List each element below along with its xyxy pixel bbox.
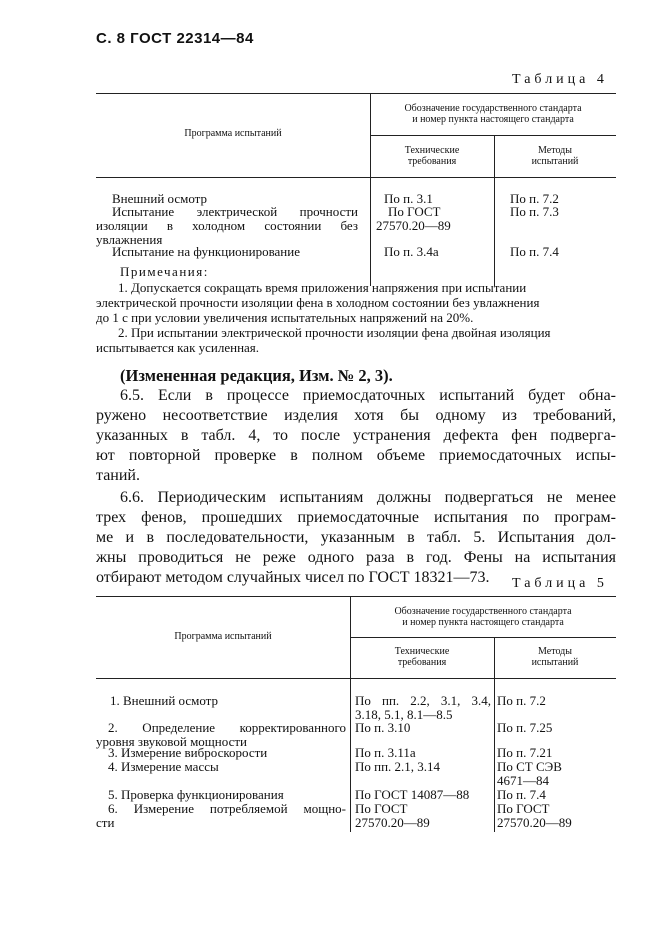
row-name: 1. Внешний осмотр	[110, 693, 219, 708]
row-name: Внешний осмотр	[112, 191, 208, 206]
table4-group-rule	[370, 135, 616, 136]
table4-col-group: Обозначение государственного стандарта и номер пункта настоящего стандарта	[404, 103, 582, 125]
row-method: По п. 7.21	[497, 745, 553, 760]
row-method: По ГОСТ 27570.20—89	[497, 801, 572, 830]
table5-top-rule	[96, 596, 616, 597]
row-method: По п. 7.4	[497, 787, 546, 802]
row-tech: По п. 3.4а	[384, 244, 439, 259]
paragraph-6-5: 6.5. Если в процессе приемосдаточных испытаний будет обна- ружено несоответствие изделия хотя бы одному из требований, указанных в табл. 4, то после устранения дефекта фен подверга- ют повторной проверке в полном объеме приемосдаточных испы- таний.	[96, 387, 616, 484]
row-tech: По п. 3.10	[355, 720, 411, 735]
row-method: По п. 7.2	[510, 191, 559, 206]
table5-col-tech: Технические требования	[394, 646, 450, 668]
table-row	[108, 760, 219, 774]
table-row	[96, 802, 346, 830]
table-row	[96, 205, 358, 247]
table5-group-rule	[350, 637, 616, 638]
table-row	[112, 245, 300, 259]
notes-body: 1. Допускается сокращать время приложения напряжения при испытании электрической прочности изоляции фена в холодном состоянии без увлажнения до 1 с при условии увеличения испытательных напряжений на 20%. 2. При испытании электрической прочности изоляции фена двойная изоляция испытывается как усиленная.	[96, 280, 551, 355]
row-name: Испытание электрической прочности	[112, 204, 358, 219]
revision-note: (Измененная редакция, Изм. № 2, 3).	[120, 366, 393, 385]
table4-col-program: Программа испытаний	[184, 128, 282, 139]
row-name: 2. Определение корректированного	[108, 720, 346, 735]
page-header: С. 8 ГОСТ 22314—84	[96, 30, 254, 47]
table4-col-tech: Технические требования	[404, 145, 460, 167]
row-method: По п. 7.3	[510, 204, 559, 219]
row-name: сти	[96, 815, 115, 830]
row-tech: По ГОСТ 27570.20—89	[355, 801, 430, 830]
row-name: Испытание на функционирование	[112, 244, 300, 259]
table4-caption: Таблица 4	[512, 72, 608, 87]
row-name: увлажнения	[96, 232, 163, 247]
row-name: 6. Измерение потребляемой мощно-	[108, 801, 346, 816]
row-method: По п. 7.4	[510, 244, 559, 259]
table5-col-group: Обозначение государственного стандарта и номер пункта настоящего стандарта	[394, 606, 572, 628]
row-tech: По п. 3.11а	[355, 745, 416, 760]
row-tech: По ГОСТ 27570.20—89	[376, 204, 451, 233]
table4-col-methods: Методы испытаний	[531, 145, 579, 167]
row-tech: По ГОСТ 14087—88	[355, 787, 470, 802]
table-row	[108, 788, 284, 802]
row-name: 3. Измерение виброскорости	[108, 745, 268, 760]
table-row	[110, 694, 218, 708]
table-row	[108, 746, 267, 760]
table5-col-program: Программа испытаний	[174, 631, 272, 642]
notes-title: Примечания:	[120, 264, 209, 279]
row-name: изоляции в холодном состоянии без	[96, 218, 358, 233]
table4-head-rule	[96, 177, 616, 178]
row-method: По п. 7.2	[497, 693, 546, 708]
table5-head-rule	[96, 678, 616, 679]
table5-vline-1	[350, 596, 351, 832]
row-method: По п. 7.25	[497, 720, 553, 735]
row-tech: По пп. 2.2, 3.1, 3.4, 3.18, 5.1, 8.1—8.5	[355, 693, 491, 722]
row-tech: По п. 3.1	[384, 191, 433, 206]
row-name: 5. Проверка функционирования	[108, 787, 284, 802]
paragraph-6-6: 6.6. Периодическим испытаниям должны подвергаться не менее трех фенов, прошедших приемосдаточные испытания по програм- ме и в последовательности, указанным в табл. 5. Испытания дол- жны проводиться не реже одного раза в год. Фены на испытания отбирают методом случайных чисел по ГОСТ 18321—73.	[96, 489, 616, 586]
table4-top-rule	[96, 93, 616, 94]
table5-col-methods: Методы испытаний	[531, 646, 579, 668]
row-method: По СТ СЭВ 4671—84	[497, 759, 562, 788]
row-name: уровня звуковой мощности	[96, 734, 247, 749]
table5-caption: Таблица 5	[512, 576, 608, 591]
row-name: 4. Измерение массы	[108, 759, 219, 774]
row-tech: По пп. 2.1, 3.14	[355, 759, 441, 774]
